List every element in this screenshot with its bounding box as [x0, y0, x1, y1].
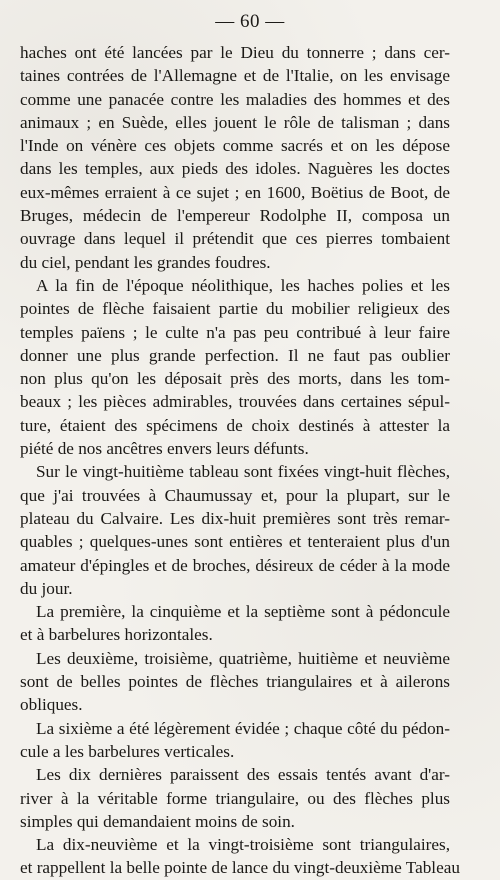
text-line: La première, la cinquième et la septième sont à pédoncule	[36, 602, 450, 622]
text-line: dans les temples, aux pieds des idoles. Naguères les doctes	[20, 159, 450, 179]
text-line: beaux ; les pièces admirables, trouvées dans certaines sépul-	[20, 392, 450, 412]
text-line: du ciel, pendant les grandes foudres.	[20, 252, 271, 272]
text-line: amateur d'épingles et de broches, désireux de céder à la mode	[20, 555, 450, 575]
text-line: La dix-neuvième et la vingt-troisième sont triangulaires,	[36, 835, 450, 855]
text-line: et à barbelures horizontales.	[20, 625, 213, 645]
text-line: que j'ai trouvées à Chaumussay et, pour la plupart, sur le	[20, 485, 450, 505]
text-line: river à la véritable forme triangulaire, ou des flèches plus	[20, 788, 450, 808]
text-line: animaux ; en Suède, elles jouent le rôle de talisman ; dans	[20, 112, 450, 132]
text-line: et rappellent la belle pointe de lance du vingt-deuxième Tableau	[20, 858, 460, 878]
text-line: taines contrées de l'Allemagne et de l'Italie, on les envisage	[20, 66, 450, 86]
text-line: du jour.	[20, 578, 73, 598]
paragraph	[20, 647, 450, 717]
text-line: comme une panacée contre les maladies des hommes et des	[20, 89, 450, 109]
text-line: haches ont été lancées par le Dieu du tonnerre ; dans cer-	[20, 43, 450, 62]
text-line: ture, étaient des spécimens de choix destinés à attester la	[20, 415, 450, 435]
text-line: ouvrage dans lequel il prétendit que ces pierres tombaient	[20, 229, 450, 249]
text-line: Les dix dernières paraissent des essais tentés avant d'ar-	[36, 765, 450, 785]
paragraph	[20, 833, 460, 880]
text-line: eux-mêmes erraient à ce sujet ; en 1600, Boëtius de Boot, de	[20, 182, 450, 202]
text-line: sont de belles pointes de flèches triangulaires et à ailerons	[20, 672, 450, 692]
body-text	[20, 41, 460, 880]
text-line: Sur le vingt-huitième tableau sont fixées vingt-huit flèches,	[36, 462, 450, 482]
text-line: non plus qu'on les déposait près des morts, dans les tom-	[20, 369, 450, 389]
paragraph	[20, 717, 450, 764]
paragraph	[20, 274, 450, 460]
text-line: obliques.	[20, 695, 83, 715]
text-line: Les deuxième, troisième, quatrième, huitième et neuvième	[36, 648, 450, 668]
text-line: La sixième a été légèrement évidée ; chaque côté du pédon-	[36, 718, 450, 738]
text-line: pointes de flèche faisaient partie du mobilier religieux des	[20, 299, 450, 319]
page-number: — 60 —	[215, 11, 285, 32]
text-line: simples qui demandaient moins de soin.	[20, 811, 295, 831]
text-line: l'Inde on vénère ces objets comme sacrés et on les dépose	[20, 136, 450, 156]
paragraph	[20, 600, 450, 647]
paragraph	[20, 41, 450, 274]
text-line: donner une plus grande perfection. Il ne faut pas oublier	[20, 345, 450, 365]
text-line: Bruges, médecin de l'empereur Rodolphe II, composa un	[20, 206, 450, 226]
text-line: cule a les barbelures verticales.	[20, 741, 235, 761]
text-line: A la fin de l'époque néolithique, les haches polies et les	[36, 275, 450, 295]
paragraph	[20, 763, 450, 833]
text-line: temples païens ; le culte n'a pas peu contribué à leur faire	[20, 322, 450, 342]
paragraph	[20, 460, 450, 600]
text-line: quables ; quelques-unes sont entières et tenteraient plus d'un	[20, 532, 450, 552]
text-line: piété de nos ancêtres envers leurs défunts.	[20, 439, 309, 459]
text-line: plateau du Calvaire. Les dix-huit premières sont très remar-	[20, 508, 450, 528]
